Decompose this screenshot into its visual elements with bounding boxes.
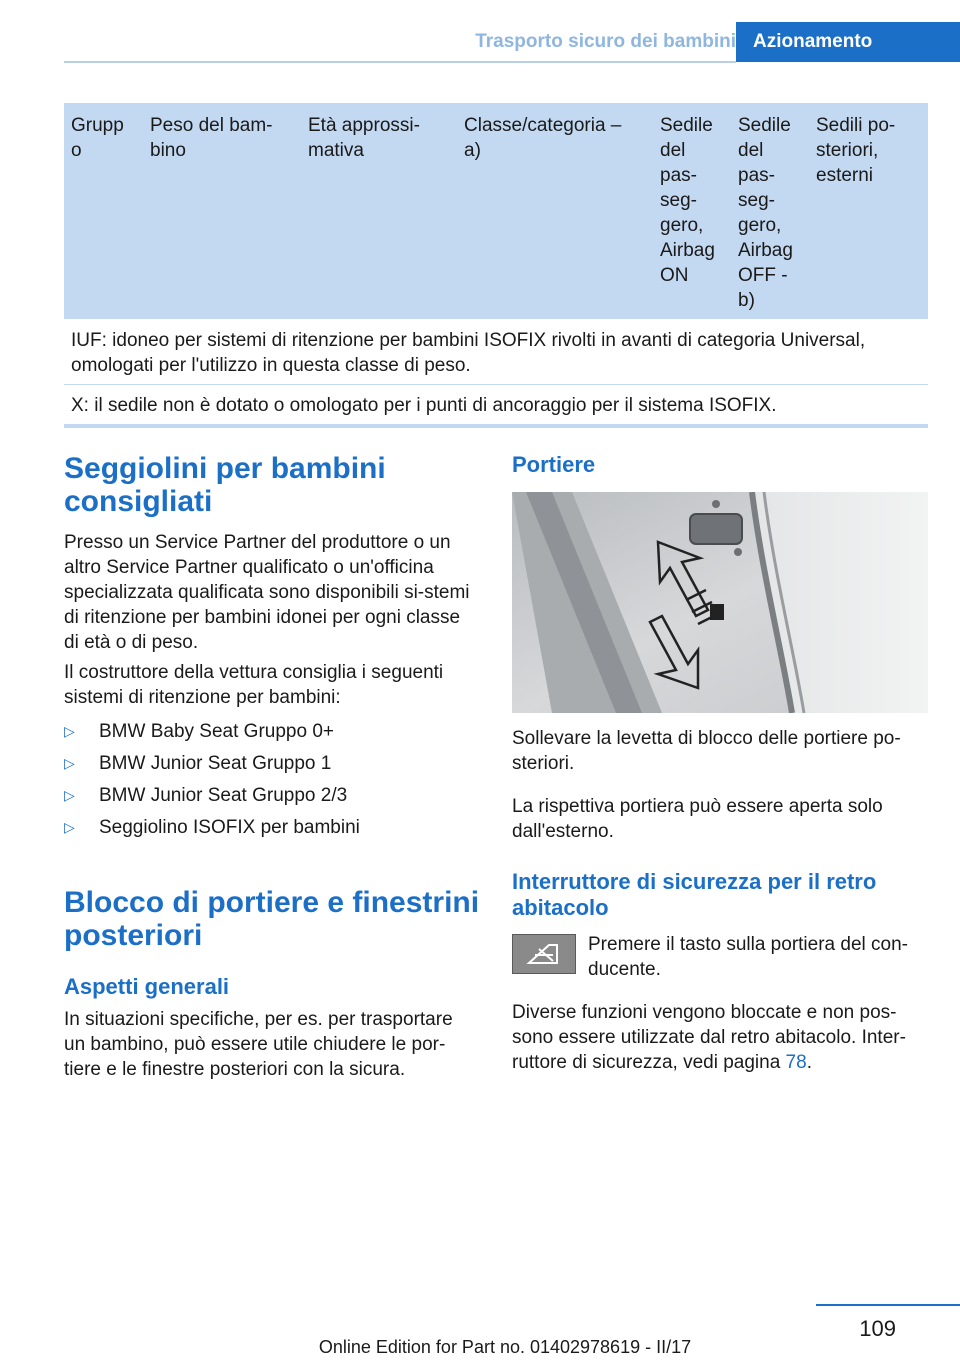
- door-lock-illustration: [512, 492, 928, 713]
- page-reference-link[interactable]: 78: [785, 1052, 807, 1073]
- triangle-bullet-icon: ▷: [64, 723, 75, 739]
- paragraph-situazioni: In situazioni specifiche, per es. per trasportare un bambino, può essere utile chiudere le por-tiere e le finestre posteriori con la sicura.: [64, 1009, 453, 1080]
- heading-blocco-portiere: Blocco di portiere e finestrini posteriori: [64, 886, 480, 952]
- triangle-bullet-icon: ▷: [64, 755, 75, 771]
- page-header: [0, 22, 960, 62]
- heading-seggiolini: Seggiolini per bambini consigliati: [64, 452, 386, 518]
- table-header-cell: Classe/categoria – a): [464, 115, 622, 161]
- heading-aspetti-generali: Aspetti generali: [64, 974, 230, 999]
- footer-edition: Online Edition for Part no. 01402978619 - II/17: [318, 1337, 692, 1357]
- table-row-divider: [64, 384, 928, 385]
- paragraph-diverse-funzioni: Diverse funzioni vengono bloccate e non pos-sono essere utilizzate dal retro abitacolo. Inter-ruttore di sicurezza, vedi pagina 78.: [512, 1002, 906, 1073]
- table-header-cell: Sedile del pas- seg- gero, Airbag OFF - b): [738, 115, 793, 311]
- page-number: 109: [859, 1316, 896, 1341]
- table-bottom-rule: [64, 424, 928, 428]
- triangle-bullet-icon: ▷: [64, 819, 75, 835]
- paragraph-rispettiva: La rispettiva portiera può essere aperta solo dall'esterno.: [512, 796, 883, 842]
- table-header-cell: Sedili po- steriori, esterni: [816, 115, 896, 186]
- table-note-x: X: il sedile non è dotato o omologato per i punti di ancoraggio per il sistema ISOFIX.: [71, 395, 777, 416]
- table-header-cell: Età approssi- mativa: [308, 115, 420, 161]
- table-header-cell: Grupp o: [71, 115, 124, 161]
- paragraph-costruttore: Il costruttore della vettura consiglia i seguenti sistemi di ritenzione per bambini:: [64, 662, 444, 708]
- paragraph-service-partner: Presso un Service Partner del produttore o un altro Service Partner qualificato o un'officina specializzata qualificata sono disponibili si-stemi di ritenzione per bambini idonei per ogni classe di età o di peso.: [64, 532, 470, 653]
- table-note-iuf: IUF: idoneo per sistemi di ritenzione per bambini ISOFIX rivolti in avanti di categoria Universal, omologati per l'utilizzo in questa classe di peso.: [71, 330, 866, 376]
- paragraph-premere-tasto: Premere il tasto sulla portiera del con-ducente.: [588, 934, 908, 980]
- footer-rule: [816, 1304, 960, 1306]
- heading-interruttore-sicurezza: Interruttore di sicurezza per il retro abitacolo: [512, 869, 877, 920]
- table-header-cell: Peso del bam- bino: [150, 115, 273, 161]
- heading-portiere: Portiere: [512, 452, 596, 477]
- table-header-row: [64, 103, 928, 319]
- header-section-title: Trasporto sicuro dei bambini: [475, 31, 736, 52]
- table-header-cell: Sedile del pas- seg- gero, Airbag ON: [660, 115, 715, 286]
- header-rule: [64, 61, 736, 63]
- child-lock-button-icon: [512, 934, 576, 974]
- triangle-bullet-icon: ▷: [64, 787, 75, 803]
- header-chapter-tab[interactable]: Azionamento: [736, 22, 960, 62]
- paragraph-sollevare: Sollevare la levetta di blocco delle portiere po-steriori.: [512, 728, 901, 774]
